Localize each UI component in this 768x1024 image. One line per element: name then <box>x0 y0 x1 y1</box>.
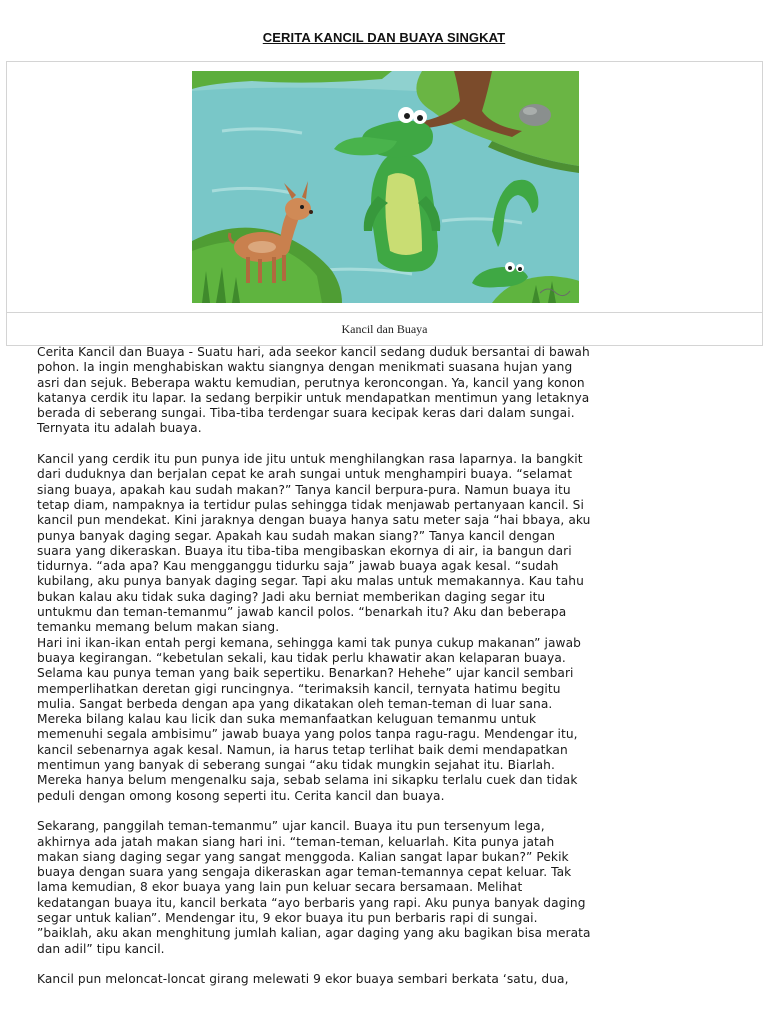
story-illustration <box>192 71 579 303</box>
page-title: CERITA KANCIL DAN BUAYA SINGKAT <box>262 30 506 45</box>
figure-table <box>6 61 763 346</box>
paragraph-5: Kancil pun meloncat-loncat girang melewati 9 ekor buaya sembari berkata ‘satu, dua, <box>37 972 569 987</box>
story-body <box>37 345 737 1003</box>
paragraph-1: Cerita Kancil dan Buaya - Suatu hari, ada seekor kancil sedang duduk bersantai di bawah pohon. Ia ingin menghabiskan waktu siangnya dengan menikmati suasana hujan yang asri dan sejuk. Beberapa waktu kemudian, perutnya keroncongan. Ya, kancil yang konon katanya cerdik itu lapar. Ia sedang berpikir untuk mendapatkan mentimun yang letaknya berada di seberang sungai. Tiba-tiba terdengar suara kecipak keras dari dalam sungai. Ternyata itu adalah buaya. <box>37 345 590 436</box>
caption-row <box>7 312 762 346</box>
paragraph-4: Sekarang, panggilah teman-temanmu” ujar kancil. Buaya itu pun tersenyum lega, akhirnya ada jatah makan siang hari ini. “teman-teman, keluarlah. Kita punya jatah makan siang daging segar yang sangat menggoda. Kalian sangat lapar bukan?” Pekik buaya dengan suara yang sengaja dikeraskan agar teman-temannya cepat keluar. Tak lama kemudian, 8 ekor buaya yang lain pun keluar secara bersamaan. Melihat kedatangan buaya itu, kancil berkata “ayo berbaris yang rapi. Aku punya banyak daging segar untuk kalian”. Mendengar itu, 9 ekor buaya itu pun berbaris rapi di sungai. ”baiklah, aku akan menghitung jumlah kalian, agar daging yang aku bagikan bisa merata dan adil” tipu kancil. <box>37 819 591 956</box>
paragraph-2: Kancil yang cerdik itu pun punya ide jitu untuk menghilangkan rasa laparnya. Ia bangkit dari duduknya dan berjalan cepat ke arah sungai untuk menghampiri buaya. “selamat siang buaya, apakah kau sudah makan?” Tanya kancil berpura-pura. Namun buaya itu tetap diam, nampaknya ia tertidur pulas sehingga tidak menjawab pertanyaan kancil. Si kancil pun mendekat. Kini jaraknya dengan buaya hanya satu meter saja “hai bbaya, aku punya banyak daging segar. Apakah kau sudah makan siang?” Tanya kancil dengan suara yang dikeraskan. Buaya itu tiba-tiba mengibaskan ekornya di air, ia bangun dari tidurnya. “ada apa? Kau mengganggu tidurku saja” jawab buaya agak kesal. “sudah kubilang, aku punya banyak daging segar. Tapi aku malas untuk memakannya. Kau tahu bukan kalau aku tidak suka daging? Jadi aku berniat memberikan daging segar itu untukmu dan teman-temanmu” jawab kancil polos. “benarkah itu? Aku dan beberapa temanku memang belum makan siang. <box>37 452 591 635</box>
paragraph-3: Hari ini ikan-ikan entah pergi kemana, sehingga kami tak punya cukup makanan” jawab buaya kegirangan. “kebetulan sekali, kau tidak perlu khawatir akan kelaparan buaya. Selama kau punya teman yang baik sepertiku. Benarkan? Hehehe” ujar kancil sembari memperlihatkan deretan gigi runcingnya. “terimaksih kancil, ternyata hatimu begitu mulia. Sangat berbeda dengan apa yang dikatakan oleh teman-teman di luar sana. Mereka bilang kalau kau licik dan suka memanfaatkan keluguan temanmu untuk memenuhi segala ambisimu” jawab buaya yang polos tanpa ragu-ragu. Mendengar itu, kancil sebenarnya agak kesal. Namun, ia harus tetap terlihat baik demi mendapatkan mentimun yang banyak di seberang sungai “aku tidak mungkin sejahat itu. Biarlah. Mereka hanya belum mengenalku saja, sebab selama ini sikapku terlalu cuek dan tidak peduli dengan omong kosong seperti itu. Cerita kancil dan buaya. <box>37 635 581 803</box>
figure-caption: Kancil dan Buaya <box>341 322 428 336</box>
